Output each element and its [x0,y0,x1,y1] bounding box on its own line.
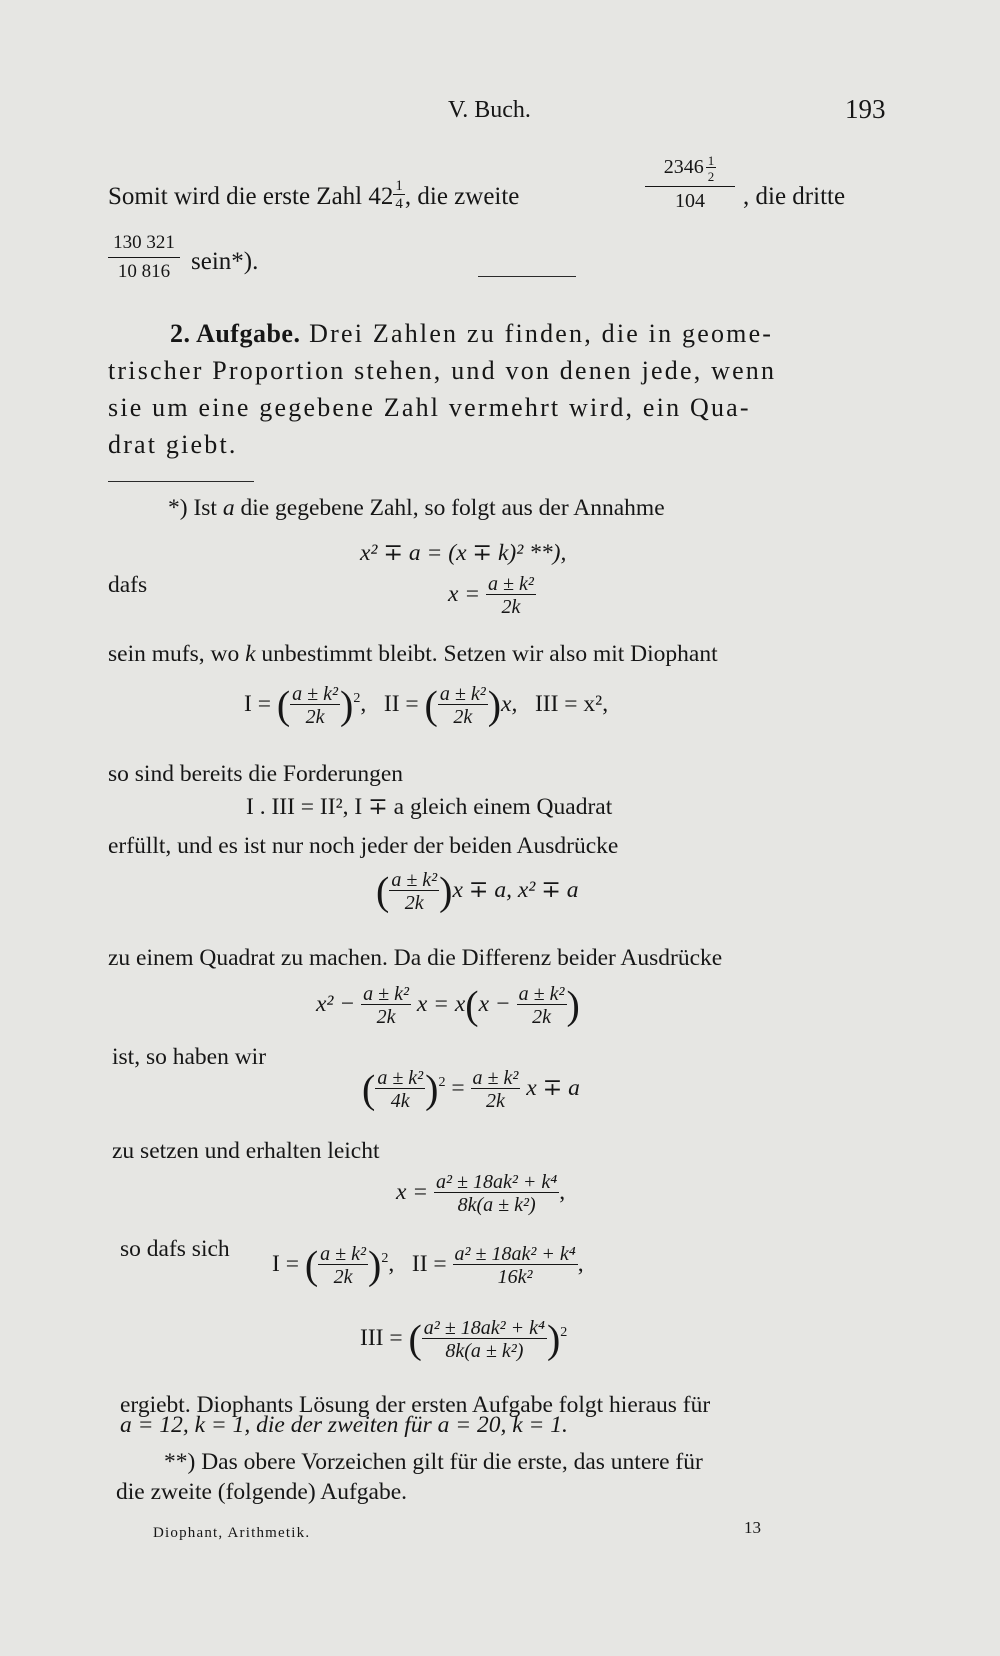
footnote-line-3: sein mufs, wo k unbestimmt bleibt. Setzen wir also mit Diophant [108,641,718,667]
footnote-rule [108,481,254,482]
equation-4: I . III = II², I ∓ a gleich einem Quadrat [246,794,613,820]
intro-text-c: , die dritte [743,183,846,210]
intro-line-2-tail: sein*). [191,248,259,275]
fraction-second-number: 2346 $\frac{1}{2}$ 104 [645,154,735,213]
page-number: 193 [845,94,886,124]
footnote-line-12: **) Das obere Vorzeichen gilt für die erste, das untere für [164,1449,703,1475]
footnote-line-9: so dafs sich [120,1236,230,1262]
footnote-line-6: zu einem Quadrat zu machen. Da die Differenz beider Ausdrücke [108,945,723,971]
equation-1: x² ∓ a = (x ∓ k)² **), [360,540,567,566]
problem-line-1 [170,319,773,349]
equation-2: x = $\frac{\text{a ± k²}}{2k}$ [448,573,534,618]
footnote-line-7: ist, so haben wir [112,1044,267,1070]
footnote-line-11: a = 12, k = 1, die der zweiten für a = 20, k = 1. [120,1412,568,1438]
equation-9: I = ( $\frac{\text{a ± k²}}{2k}$ )$^2$, II = $\frac{\text{a² ± 18ak² + k⁴}}{\text{16k²}}$ , [272,1242,584,1288]
footnote-line-5: erfüllt, und es ist nur noch jeder der beiden Ausdrücke [108,833,619,859]
fraction-one-quarter: $\frac{1}{4}$ [395,177,403,212]
problem-line-2: trischer Proportion stehen, und von denen jede, wenn [108,356,777,385]
footnote-line-4: so sind bereits die Forderungen [108,761,404,787]
intro-text-a: Somit wird die erste Zahl 42 [108,183,394,210]
fraction-third-number: 130 321 10 816 [108,232,180,283]
equation-8: x = $\frac{\text{a² ± 18ak² + k⁴}}{\text{8k(a ± k²)}}$ , [396,1171,566,1216]
footnote-line-10: ergiebt. Diophants Lösung der ersten Aufgabe folgt hieraus für [120,1392,711,1418]
footnote-line-13: die zweite (folgende) Aufgabe. [116,1479,408,1505]
footnote-line-1: *) Ist a die gegebene Zahl, so folgt aus der Annahme [168,495,665,521]
equation-6: x² − $\frac{\text{a ± k²}}{2k}$ x = x(x − $\frac{\text{a ± k²}}{2k}$ ) [316,982,580,1028]
separator-rule [478,276,576,277]
equation-5: ( $\frac{\text{a ± k²}}{2k}$ )x ∓ a, x² ∓ a [376,868,579,914]
running-title: V. Buch. [448,97,531,123]
problem-line-4: drat giebt. [108,430,238,459]
problem-text-1: Drei Zahlen zu finden, die in geome- [309,319,774,348]
footnote-line-8: zu setzen und erhalten leicht [112,1138,380,1164]
equation-10: III = ( $\frac{\text{a² ± 18ak² + k⁴}}{\text{8k(a ± k²)}}$ )$^2$ [360,1316,568,1362]
equation-3: I = ( $\frac{\text{a ± k²}}{2k}$ )$^2$, II = ( $\frac{\text{a ± k²}}{2k}$ )x, III = x², [244,682,609,728]
problem-line-3: sie um eine gegebene Zahl vermehrt wird, ein Qua- [108,393,751,422]
problem-label: 2. Aufgabe. [170,319,301,348]
sheet-number: 13 [744,1518,761,1537]
footnote-dass: dafs [108,572,148,598]
equation-7: ( $\frac{\text{a ± k²}}{4k}$ )$^2$ = $\frac{\text{a ± k²}}{2k}$ x ∓ a [362,1066,580,1112]
signature-line: Diophant, Arithmetik. [153,1525,311,1541]
intro-text-b: , die zweite [404,183,520,210]
intro-line-1 [108,177,520,212]
